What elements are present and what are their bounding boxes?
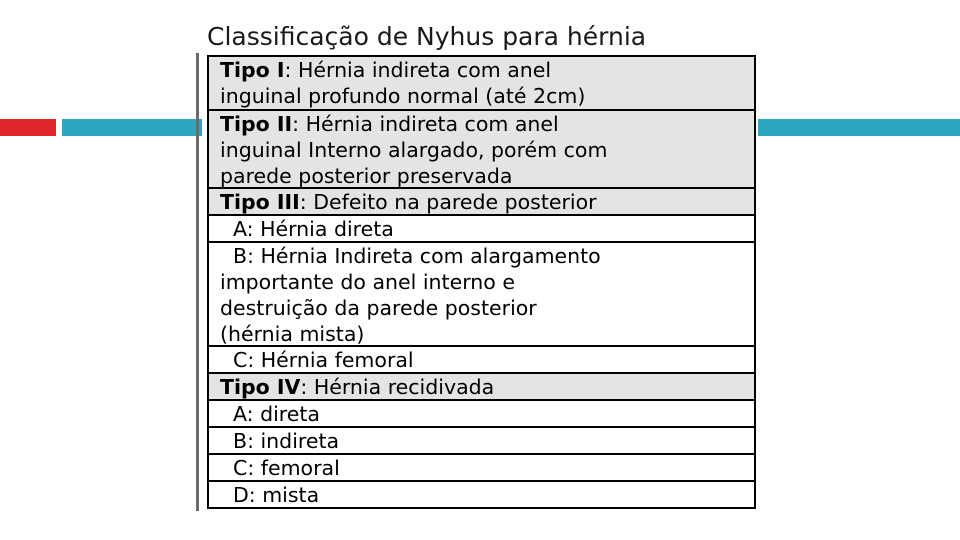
tipo-1-label: Tipo I: [220, 58, 285, 82]
tipo-2-label: Tipo II: [220, 112, 293, 136]
row-tipo-3b: [209, 243, 754, 347]
row-tipo-4d: D: mista: [209, 482, 754, 509]
accent-bar-teal-right: [758, 119, 960, 136]
tipo-3b-line4: (hérnia mista): [220, 322, 365, 346]
nyhus-classification-table: [207, 55, 756, 509]
accent-bar-teal-left: [62, 119, 202, 136]
tipo-3b-line3: destruição da parede posterior: [220, 296, 537, 320]
tipo-2-text-line2: inguinal Interno alargado, porém com: [220, 138, 608, 162]
tipo-3b-line2: importante do anel interno e: [220, 270, 515, 294]
tipo-2-text-line1: : Hérnia indireta com anel: [292, 112, 559, 136]
row-tipo-3c: C: Hérnia femoral: [209, 347, 754, 374]
tipo-2-text-line3: parede posterior preservada: [220, 164, 513, 188]
row-tipo-4a: A: direta: [209, 401, 754, 428]
accent-bar-red: [0, 119, 56, 136]
tipo-3-label: Tipo III: [220, 190, 300, 214]
tipo-1-text-line2: inguinal profundo normal (até 2cm): [220, 84, 586, 108]
tipo-4-text-line1: : Hérnia recidivada: [300, 375, 495, 399]
row-tipo-4b: B: indireta: [209, 428, 754, 455]
row-tipo-4: [209, 374, 754, 401]
row-tipo-2: [209, 111, 754, 189]
row-tipo-4c: C: femoral: [209, 455, 754, 482]
tipo-3b-line1: B: Hérnia Indireta com alargamento: [233, 244, 601, 268]
table-title: Classificação de Nyhus para hérnia: [207, 22, 647, 51]
row-tipo-3a: A: Hérnia direta: [209, 216, 754, 243]
row-tipo-1: [209, 57, 754, 111]
tipo-3-text-line1: : Defeito na parede posterior: [299, 190, 597, 214]
left-divider-line: [196, 53, 199, 511]
tipo-1-text-line1: : Hérnia indireta com anel: [284, 58, 552, 82]
tipo-4-label: Tipo IV: [220, 375, 301, 399]
row-tipo-3: [209, 189, 754, 216]
